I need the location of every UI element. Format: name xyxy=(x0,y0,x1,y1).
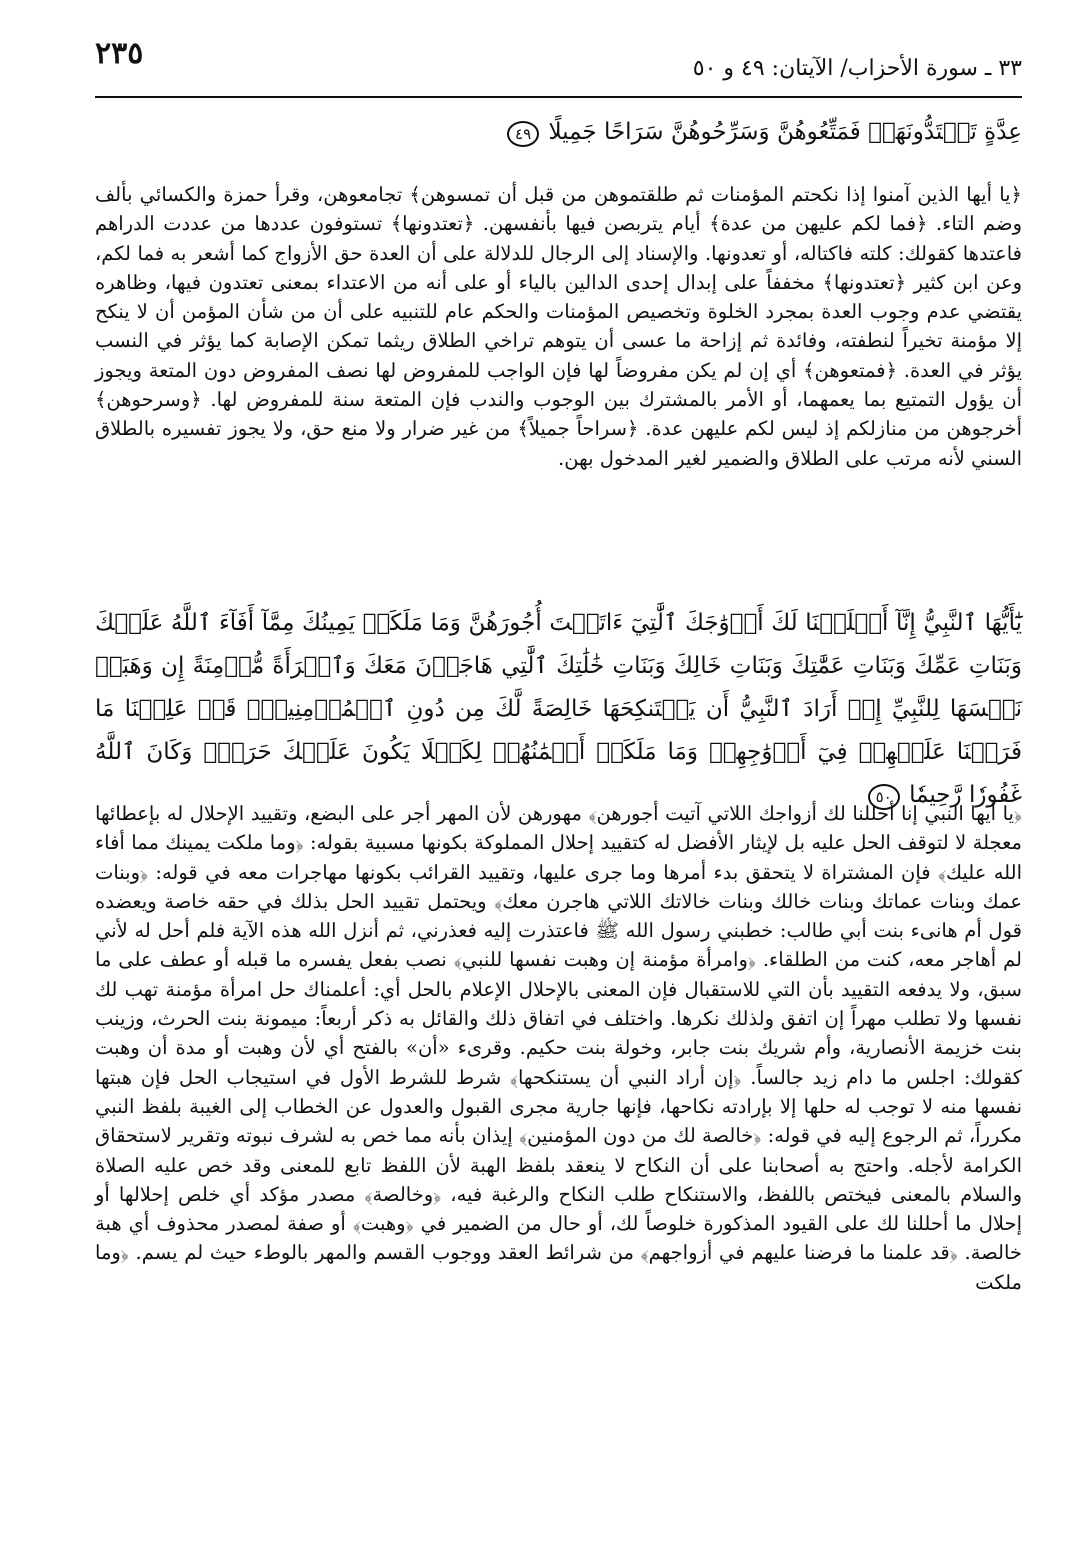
ayah-number-marker: ٤٩ xyxy=(507,121,539,147)
commentary-paragraph: ﴿يا أيها النبي إنا أحللنا لك أزواجك اللاتي آتيت أجورهن﴾ مهورهن لأن المهر أجر على البضع، وتقييد الإحلال له بإعطائها معجلة لا لتوقف الحل عليه بل لإيثار الأفضل له كتقييد إحلال المملوكة بكونها مسبية بقوله: ﴿وما ملكت يمينك مما أفاء الله عليك﴾ فإن المشتراة لا يتحقق بدء أمرها وما جرى عليها، وتقييد القرائب بكونها مهاجرات معه في قوله: ﴿وبنات عمك وبنات عماتك وبنات خالك وبنات خالاتك اللاتي هاجرن معك﴾ ويحتمل تقييد الحل بذلك في حقه خاصة ويعضده قول أم هانىء بنت أبي طالب: خطبني رسول الله ﷺ فاعتذرت إليه فعذرني، ثم أنزل الله هذه الآية فلم أحل له لأني لم أهاجر معه، كنت من الطلقاء. ﴿وامرأة مؤمنة إن وهبت نفسها للنبي﴾ نصب بفعل يفسره ما قبله أو عطف على ما سبق، ولا يدفعه التقييد بأن التي للاستقبال فإن المعنى بالإحلال الإعلام بالحل أي: أعلمناك حل امرأة مؤمنة تهب لك نفسها ولا تطلب مهراً إن اتفق ولذلك نكرها. واختلف في اتفاق ذلك والقائل به ذكر أربعاً: ميمونة بنت الحرث، وزينب بنت خزيمة الأنصارية، وأم شريك بنت جابر، وخولة بنت حكيم. وقرىء «أن» بالفتح أي لأن وهبت أو مدة أن وهبت كقولك: اجلس ما دام زيد جالساً. ﴿إن أراد النبي أن يستنكحها﴾ شرط للشرط الأول في استيجاب الحل فإن هبتها نفسها منه لا توجب له حلها إلا بإرادته نكاحها، فإنها جارية مجرى القبول والعدول عن الخطاب إلى الغيبة بلفظ النبي مكرراً، ثم الرجوع إليه في قوله: ﴿خالصة لك من دون المؤمنين﴾ إيذان بأنه مما خص به لشرف نبوته وتقرير لاستحقاق الكرامة لأجله. واحتج به أصحابنا على أن النكاح لا ينعقد بلفظ الهبة لأن اللفظ تابع للمعنى وقد خص عليه الصلاة والسلام بالمعنى فيختص باللفظ، والاستنكاح طلب النكاح والرغبة فيه، ﴿وخالصة﴾ مصدر مؤكد أي خلص إحلالها أو إحلال ما أحللنا لك على القيود المذكورة خلوصاً لك، أو حال من الضمير في ﴿وهبت﴾ أو صفة لمصدر محذوف أي هبة خالصة. ﴿قد علمنا ما فرضنا عليهم في أزواجهم﴾ من شرائط العقد ووجوب القسم والمهر بالوطء حيث لم يسم. ﴿وما ملكت xyxy=(95,802,1022,1294)
commentary-verse-49 xyxy=(95,180,1022,473)
commentary-verse-50 xyxy=(95,799,1022,1297)
quran-verse-50 xyxy=(95,602,1022,817)
quran-verse-49-end xyxy=(95,112,1022,152)
header-rule xyxy=(95,96,1022,98)
verse-text: يَٰٓأَيُّهَا ٱلنَّبِيُّ إِنَّآ أَحۡلَلۡنَا لَكَ أَزۡوَٰجَكَ ٱلَّٰتِيٓ ءَاتَيۡتَ أُجُورَهُنَّ وَمَا مَلَكَتۡ يَمِينُكَ مِمَّآ أَفَآءَ ٱللَّهُ عَلَيۡكَ وَبَنَاتِ عَمِّكَ وَبَنَاتِ عَمَّٰتِكَ وَبَنَاتِ خَالِكَ وَبَنَاتِ خَٰلَٰتِكَ ٱلَّٰتِي هَاجَرۡنَ مَعَكَ وَٱمۡرَأَةً مُّؤۡمِنَةً إِن وَهَبَتۡ نَفۡسَهَا لِلنَّبِيِّ إِنۡ أَرَادَ ٱلنَّبِيُّ أَن يَسۡتَنكِحَهَا خَالِصَةً لَّكَ مِن دُونِ ٱلۡمُؤۡمِنِينَۗ قَدۡ عَلِمۡنَا مَا فَرَضۡنَا عَلَيۡهِمۡ فِيٓ أَزۡوَٰجِهِمۡ وَمَا مَلَكَتۡ أَيۡمَٰنُهُمۡ لِكَيۡلَا يَكُونَ عَلَيۡكَ حَرَجٞۗ وَكَانَ ٱللَّهُ غَفُورٗا رَّحِيمٗا xyxy=(95,610,1022,808)
verse-text: عِدَّةٍ تَعۡتَدُّونَهَاۖ فَمَتِّعُوهُنَّ وَسَرِّحُوهُنَّ سَرَاحًا جَمِيلًا xyxy=(548,119,1022,145)
page-number: ٢٣٥ xyxy=(95,36,144,71)
running-title: ٣٣ ـ سورة الأحزاب/ الآيتان: ٤٩ و ٥٠ xyxy=(692,56,1022,81)
page-header xyxy=(95,26,1022,86)
ayah-number-marker: ٥٠ xyxy=(868,784,900,810)
commentary-paragraph: ﴿يا أيها الذين آمنوا إذا نكحتم المؤمنات ثم طلقتموهن من قبل أن تمسوهن﴾ تجامعوهن، وقرأ حمزة والكسائي بألف وضم التاء. ﴿فما لكم عليهن من عدة﴾ أيام يتربصن فيها بأنفسهن. ﴿تعتدونها﴾ تستوفون عددها من عددت الدراهم فاعتدها كقولك: كلته فاكتاله، أو تعدونها. والإسناد إلى الرجال للدلالة على أن العدة حق الأزواج كما أشعر به فما لكم، وعن ابن كثير ﴿تعتدونها﴾ مخففاً على إبدال إحدى الدالين بالياء أو على أنه من الاعتداء بمعنى تعتدون فيها، وظاهره يقتضي عدم وجوب العدة بمجرد الخلوة وتخصيص المؤمنات والحكم عام للتنبيه على أن من شأن المؤمن أن لا ينكح إلا مؤمنة تخيراً لنطفته، وفائدة ثم إزاحة ما عسى أن يتوهم تراخي الطلاق ريثما تمكن الإصابة كما يؤثر في النسب يؤثر في العدة. ﴿فمتعوهن﴾ أي إن لم يكن مفروضاً لها فإن الواجب للمفروض لها نصف المفروض دون المتعة ويجوز أن يؤول التمتيع بما يعمهما، أو الأمر بالمشترك بين الوجوب والندب فإن المتعة سنة للمفروض لها. ﴿وسرحوهن﴾ أخرجوهن من منازلكم إذ ليس لكم عليهن عدة. ﴿سراحاً جميلاً﴾ من غير ضرار ولا منع حق، ولا يجوز تفسيره بالطلاق السني لأنه مرتب على الطلاق والضمير لغير المدخول بهن. xyxy=(95,183,1022,470)
